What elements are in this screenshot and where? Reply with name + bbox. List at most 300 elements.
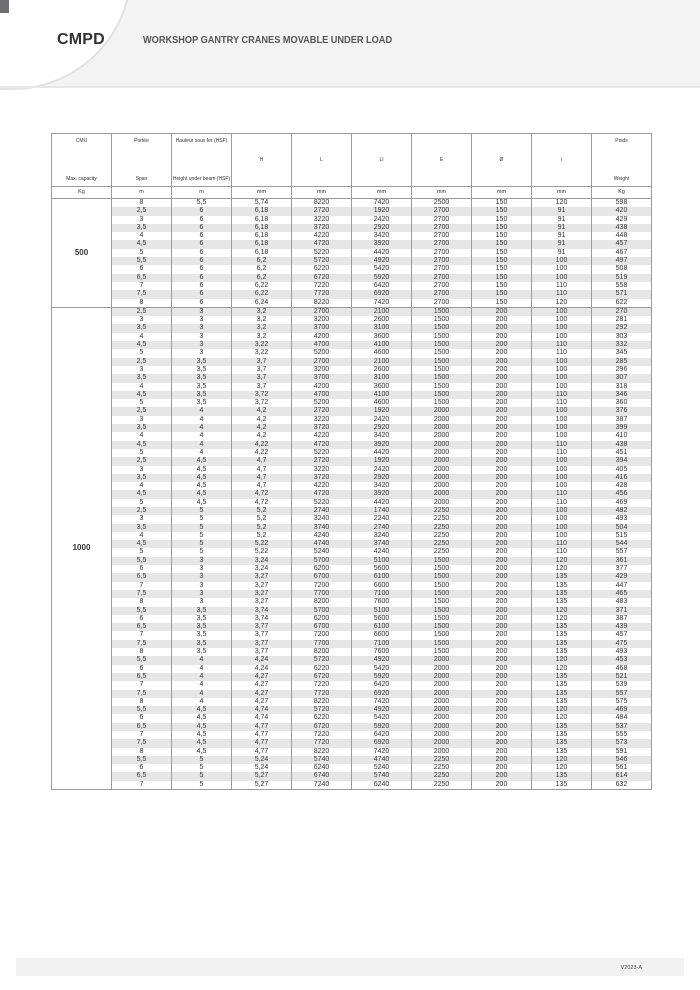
- table-cell: 6,5: [112, 623, 172, 631]
- table-row: [52, 548, 652, 556]
- table-cell: 3,5: [172, 607, 232, 615]
- table-cell: 3200: [292, 366, 352, 374]
- table-cell: 1500: [412, 582, 472, 590]
- table-cell: 2000: [412, 714, 472, 722]
- table-cell: 3,72: [232, 399, 292, 407]
- table-cell: 200: [472, 316, 532, 324]
- table-cell: 135: [532, 640, 592, 648]
- table-cell: 571: [592, 290, 652, 298]
- table-row: [52, 590, 652, 598]
- table-cell: 1500: [412, 333, 472, 341]
- table-cell: 3: [172, 341, 232, 349]
- table-cell: 5: [172, 507, 232, 515]
- units-row: [52, 187, 652, 199]
- table-cell: 3,5: [172, 366, 232, 374]
- table-cell: 2250: [412, 507, 472, 515]
- table-cell: 2250: [412, 515, 472, 523]
- table-cell: 3,5: [172, 374, 232, 382]
- table-cell: 150: [472, 265, 532, 273]
- table-cell: 200: [472, 598, 532, 606]
- table-cell: 4,22: [232, 449, 292, 457]
- table-cell: 377: [592, 565, 652, 573]
- table-cell: 200: [472, 681, 532, 689]
- table-cell: 100: [532, 324, 592, 332]
- table-cell: 5: [172, 781, 232, 790]
- table-cell: 4: [172, 432, 232, 440]
- table-cell: 3,77: [232, 640, 292, 648]
- table-row: [52, 573, 652, 581]
- table-cell: 1500: [412, 358, 472, 366]
- table-cell: 3: [172, 316, 232, 324]
- table-cell: 2920: [352, 474, 412, 482]
- table-row: [52, 341, 652, 349]
- table-cell: 387: [592, 615, 652, 623]
- table-cell: 5: [172, 540, 232, 548]
- table-cell: 7720: [292, 690, 352, 698]
- table-cell: 4,72: [232, 499, 292, 507]
- table-cell: 4,24: [232, 656, 292, 664]
- table-row: [52, 482, 652, 490]
- table-row: [52, 739, 652, 747]
- table-cell: 8: [112, 748, 172, 756]
- table-cell: 2740: [292, 507, 352, 515]
- table-cell: 1500: [412, 557, 472, 565]
- table-cell: 6,2: [232, 265, 292, 273]
- col-header-l-small: l: [532, 134, 592, 187]
- table-cell: 3920: [352, 240, 412, 248]
- table-cell: 1500: [412, 383, 472, 391]
- table-cell: 416: [592, 474, 652, 482]
- table-cell: 6,5: [112, 673, 172, 681]
- table-cell: 8: [112, 648, 172, 656]
- table-cell: 6,18: [232, 240, 292, 248]
- table-cell: 150: [472, 207, 532, 215]
- footer-bar: [16, 958, 684, 976]
- table-cell: 200: [472, 407, 532, 415]
- table-cell: 6200: [292, 615, 352, 623]
- table-cell: 2420: [352, 216, 412, 224]
- table-cell: 200: [472, 714, 532, 722]
- table-cell: 6,24: [232, 299, 292, 308]
- table-cell: 5,74: [232, 199, 292, 208]
- table-cell: 200: [472, 399, 532, 407]
- table-cell: 4,7: [232, 457, 292, 465]
- table-cell: 4,7: [232, 474, 292, 482]
- table-cell: 1500: [412, 391, 472, 399]
- table-cell: 200: [472, 565, 532, 573]
- table-cell: 110: [532, 341, 592, 349]
- table-row: [52, 698, 652, 706]
- table-cell: 5920: [352, 673, 412, 681]
- table-cell: 3: [112, 366, 172, 374]
- table-cell: 91: [532, 224, 592, 232]
- table-cell: 3,27: [232, 582, 292, 590]
- table-cell: 8220: [292, 748, 352, 756]
- table-cell: 5720: [292, 257, 352, 265]
- table-cell: 4,5: [112, 490, 172, 498]
- table-row: [52, 557, 652, 565]
- table-cell: 561: [592, 764, 652, 772]
- table-cell: 3240: [352, 532, 412, 540]
- table-cell: 150: [472, 249, 532, 257]
- table-cell: 6420: [352, 731, 412, 739]
- table-cell: 5: [112, 399, 172, 407]
- table-row: [52, 349, 652, 357]
- table-cell: 3420: [352, 482, 412, 490]
- spec-table-body: [52, 199, 652, 790]
- table-cell: 4: [112, 482, 172, 490]
- table-cell: 3: [172, 324, 232, 332]
- table-cell: 4,77: [232, 731, 292, 739]
- table-cell: 6: [172, 224, 232, 232]
- table-cell: 200: [472, 623, 532, 631]
- table-cell: 4,5: [112, 540, 172, 548]
- table-cell: 6: [112, 265, 172, 273]
- table-cell: 6100: [352, 573, 412, 581]
- table-cell: 2240: [352, 515, 412, 523]
- table-row: [52, 499, 652, 507]
- table-cell: 7: [112, 681, 172, 689]
- table-cell: 4220: [292, 232, 352, 240]
- table-cell: 2000: [412, 449, 472, 457]
- table-cell: 200: [472, 349, 532, 357]
- table-cell: 6,5: [112, 573, 172, 581]
- table-cell: 120: [532, 714, 592, 722]
- table-cell: 3,5: [172, 631, 232, 639]
- table-cell: 399: [592, 424, 652, 432]
- table-cell: 4: [172, 698, 232, 706]
- table-row: [52, 714, 652, 722]
- table-cell: 110: [532, 548, 592, 556]
- table-cell: 515: [592, 532, 652, 540]
- table-cell: 100: [532, 265, 592, 273]
- table-cell: 3,22: [232, 349, 292, 357]
- table-cell: 2250: [412, 524, 472, 532]
- table-cell: 557: [592, 690, 652, 698]
- table-cell: 200: [472, 333, 532, 341]
- table-cell: 3720: [292, 474, 352, 482]
- table-cell: 5700: [292, 557, 352, 565]
- table-cell: 3: [172, 598, 232, 606]
- table-cell: 6,22: [232, 282, 292, 290]
- header-divider: [0, 86, 700, 88]
- table-cell: 2420: [352, 416, 412, 424]
- table-cell: 2000: [412, 681, 472, 689]
- table-row: [52, 333, 652, 341]
- table-cell: 4,5: [172, 731, 232, 739]
- table-cell: 5100: [352, 557, 412, 565]
- table-cell: 8220: [292, 199, 352, 208]
- table-cell: 4: [172, 441, 232, 449]
- table-cell: 3,5: [172, 383, 232, 391]
- table-cell: 2000: [412, 665, 472, 673]
- table-cell: 150: [472, 274, 532, 282]
- table-cell: 591: [592, 748, 652, 756]
- table-cell: 135: [532, 723, 592, 731]
- table-cell: 200: [472, 631, 532, 639]
- table-cell: 4,5: [172, 482, 232, 490]
- table-cell: 544: [592, 540, 652, 548]
- table-cell: 6420: [352, 282, 412, 290]
- table-cell: 2000: [412, 474, 472, 482]
- table-cell: 2600: [352, 316, 412, 324]
- table-cell: 200: [472, 307, 532, 316]
- unit-cell: m: [112, 187, 172, 199]
- table-row: [52, 274, 652, 282]
- table-row: [52, 391, 652, 399]
- table-cell: 200: [472, 748, 532, 756]
- table-cell: 3,77: [232, 648, 292, 656]
- table-cell: 483: [592, 598, 652, 606]
- table-row: [52, 656, 652, 664]
- table-row: [52, 199, 652, 208]
- table-cell: 3,27: [232, 598, 292, 606]
- table-cell: 8220: [292, 299, 352, 308]
- table-cell: 135: [532, 623, 592, 631]
- footer-version: V2023-A: [620, 965, 642, 971]
- table-cell: 3: [172, 307, 232, 316]
- table-cell: 2700: [412, 290, 472, 298]
- table-cell: 2700: [412, 224, 472, 232]
- table-cell: 120: [532, 607, 592, 615]
- table-cell: 4: [112, 432, 172, 440]
- table-cell: 7720: [292, 739, 352, 747]
- table-cell: 519: [592, 274, 652, 282]
- table-cell: 100: [532, 333, 592, 341]
- table-cell: 3: [112, 216, 172, 224]
- table-cell: 2000: [412, 432, 472, 440]
- unit-cell: mm: [292, 187, 352, 199]
- table-row: [52, 307, 652, 316]
- table-cell: 5,5: [112, 656, 172, 664]
- table-cell: 5200: [292, 349, 352, 357]
- table-cell: 110: [532, 290, 592, 298]
- table-cell: 3: [112, 466, 172, 474]
- table-cell: 6220: [292, 714, 352, 722]
- table-cell: 200: [472, 665, 532, 673]
- table-cell: 1500: [412, 316, 472, 324]
- table-cell: 387: [592, 416, 652, 424]
- table-cell: 4,5: [112, 240, 172, 248]
- table-cell: 5,2: [232, 532, 292, 540]
- table-cell: 2720: [292, 457, 352, 465]
- table-cell: 100: [532, 515, 592, 523]
- table-cell: 200: [472, 648, 532, 656]
- table-cell: 3,5: [112, 374, 172, 382]
- table-cell: 7600: [352, 598, 412, 606]
- table-row: [52, 681, 652, 689]
- spec-table: [51, 133, 652, 790]
- table-cell: 7420: [352, 698, 412, 706]
- table-cell: 5: [172, 772, 232, 780]
- table-cell: 307: [592, 374, 652, 382]
- table-cell: 200: [472, 723, 532, 731]
- table-row: [52, 524, 652, 532]
- table-row: [52, 424, 652, 432]
- table-cell: 120: [532, 299, 592, 308]
- table-cell: 420: [592, 207, 652, 215]
- table-cell: 135: [532, 690, 592, 698]
- table-cell: 120: [532, 615, 592, 623]
- table-cell: 3700: [292, 324, 352, 332]
- table-cell: 2700: [412, 299, 472, 308]
- table-cell: 457: [592, 240, 652, 248]
- table-cell: 6,5: [112, 274, 172, 282]
- table-cell: 2250: [412, 764, 472, 772]
- table-cell: 135: [532, 772, 592, 780]
- table-cell: 5,5: [112, 607, 172, 615]
- table-cell: 4,5: [172, 739, 232, 747]
- table-cell: 3420: [352, 432, 412, 440]
- table-cell: 200: [472, 474, 532, 482]
- table-cell: 6720: [292, 723, 352, 731]
- table-row: [52, 282, 652, 290]
- table-cell: 5,5: [112, 756, 172, 764]
- table-cell: 135: [532, 582, 592, 590]
- table-row: [52, 640, 652, 648]
- table-cell: 4700: [292, 341, 352, 349]
- table-cell: 469: [592, 706, 652, 714]
- table-cell: 4220: [292, 482, 352, 490]
- spec-table-container: [51, 133, 651, 790]
- table-cell: 200: [472, 540, 532, 548]
- table-cell: 100: [532, 383, 592, 391]
- table-row: [52, 748, 652, 756]
- table-cell: 7200: [292, 631, 352, 639]
- table-cell: 2700: [412, 265, 472, 273]
- table-row: [52, 582, 652, 590]
- table-cell: 5420: [352, 265, 412, 273]
- col-header-l: L: [292, 134, 352, 187]
- table-cell: 1500: [412, 631, 472, 639]
- table-row: [52, 457, 652, 465]
- table-cell: 6: [172, 265, 232, 273]
- table-cell: 150: [472, 282, 532, 290]
- table-cell: 3: [112, 316, 172, 324]
- table-cell: 200: [472, 391, 532, 399]
- table-cell: 493: [592, 648, 652, 656]
- table-cell: 2700: [292, 307, 352, 316]
- table-cell: 4,74: [232, 714, 292, 722]
- table-cell: 3,5: [112, 524, 172, 532]
- table-cell: 2250: [412, 781, 472, 790]
- table-cell: 2000: [412, 416, 472, 424]
- table-cell: 100: [532, 457, 592, 465]
- table-cell: 120: [532, 706, 592, 714]
- table-cell: 4100: [352, 341, 412, 349]
- table-cell: 5,22: [232, 540, 292, 548]
- table-cell: 5,5: [172, 199, 232, 208]
- table-cell: 6720: [292, 673, 352, 681]
- table-cell: 200: [472, 640, 532, 648]
- page-header: [0, 0, 700, 88]
- col-header-hsf: Hauteur sous fer (HSF) Height under beam (HSF): [172, 134, 232, 187]
- table-cell: 6: [172, 257, 232, 265]
- table-cell: 200: [472, 524, 532, 532]
- table-cell: 7220: [292, 731, 352, 739]
- table-cell: 4: [172, 424, 232, 432]
- table-cell: 135: [532, 781, 592, 790]
- table-cell: 3,5: [172, 623, 232, 631]
- table-cell: 8: [112, 598, 172, 606]
- table-cell: 120: [532, 656, 592, 664]
- table-cell: 2420: [352, 466, 412, 474]
- table-cell: 448: [592, 232, 652, 240]
- table-cell: 3,27: [232, 573, 292, 581]
- table-cell: 1500: [412, 307, 472, 316]
- table-cell: 5100: [352, 607, 412, 615]
- table-cell: 4,5: [172, 466, 232, 474]
- table-cell: 200: [472, 449, 532, 457]
- table-cell: 270: [592, 307, 652, 316]
- table-cell: 508: [592, 265, 652, 273]
- table-cell: 7,5: [112, 739, 172, 747]
- table-cell: 100: [532, 532, 592, 540]
- table-row: [52, 540, 652, 548]
- table-row: [52, 374, 652, 382]
- table-cell: 2000: [412, 656, 472, 664]
- table-cell: 521: [592, 673, 652, 681]
- table-cell: 7100: [352, 640, 412, 648]
- table-cell: 6,5: [112, 772, 172, 780]
- table-cell: 150: [472, 299, 532, 308]
- table-row: [52, 507, 652, 515]
- table-cell: 6220: [292, 665, 352, 673]
- table-cell: 4600: [352, 349, 412, 357]
- table-cell: 3,7: [232, 358, 292, 366]
- table-cell: 5220: [292, 449, 352, 457]
- table-row: [52, 673, 652, 681]
- table-row: [52, 515, 652, 523]
- table-cell: 5740: [352, 772, 412, 780]
- table-cell: 5,5: [112, 257, 172, 265]
- table-cell: 1500: [412, 590, 472, 598]
- table-cell: 200: [472, 548, 532, 556]
- col-header-ll: Ll: [352, 134, 412, 187]
- table-row: [52, 316, 652, 324]
- table-cell: 200: [472, 690, 532, 698]
- unit-cell: mm: [472, 187, 532, 199]
- table-cell: 6420: [352, 681, 412, 689]
- table-row: [52, 764, 652, 772]
- table-cell: 7240: [292, 781, 352, 790]
- table-cell: 7420: [352, 299, 412, 308]
- table-cell: 5,24: [232, 764, 292, 772]
- table-cell: 2000: [412, 490, 472, 498]
- table-cell: 3,7: [232, 374, 292, 382]
- table-cell: 100: [532, 482, 592, 490]
- table-cell: 5: [112, 249, 172, 257]
- table-cell: 7: [112, 781, 172, 790]
- table-cell: 504: [592, 524, 652, 532]
- table-cell: 5,22: [232, 548, 292, 556]
- table-cell: 296: [592, 366, 652, 374]
- col-header-h: H: [232, 134, 292, 187]
- table-cell: 4200: [292, 383, 352, 391]
- table-cell: 2700: [412, 216, 472, 224]
- table-cell: 2100: [352, 358, 412, 366]
- table-cell: 200: [472, 432, 532, 440]
- unit-cell: mm: [532, 187, 592, 199]
- table-cell: 3,2: [232, 324, 292, 332]
- table-cell: 100: [532, 424, 592, 432]
- table-cell: 468: [592, 665, 652, 673]
- table-cell: 6,18: [232, 207, 292, 215]
- unit-cell: mm: [232, 187, 292, 199]
- table-cell: 4,22: [232, 441, 292, 449]
- table-cell: 3,77: [232, 623, 292, 631]
- table-cell: 100: [532, 257, 592, 265]
